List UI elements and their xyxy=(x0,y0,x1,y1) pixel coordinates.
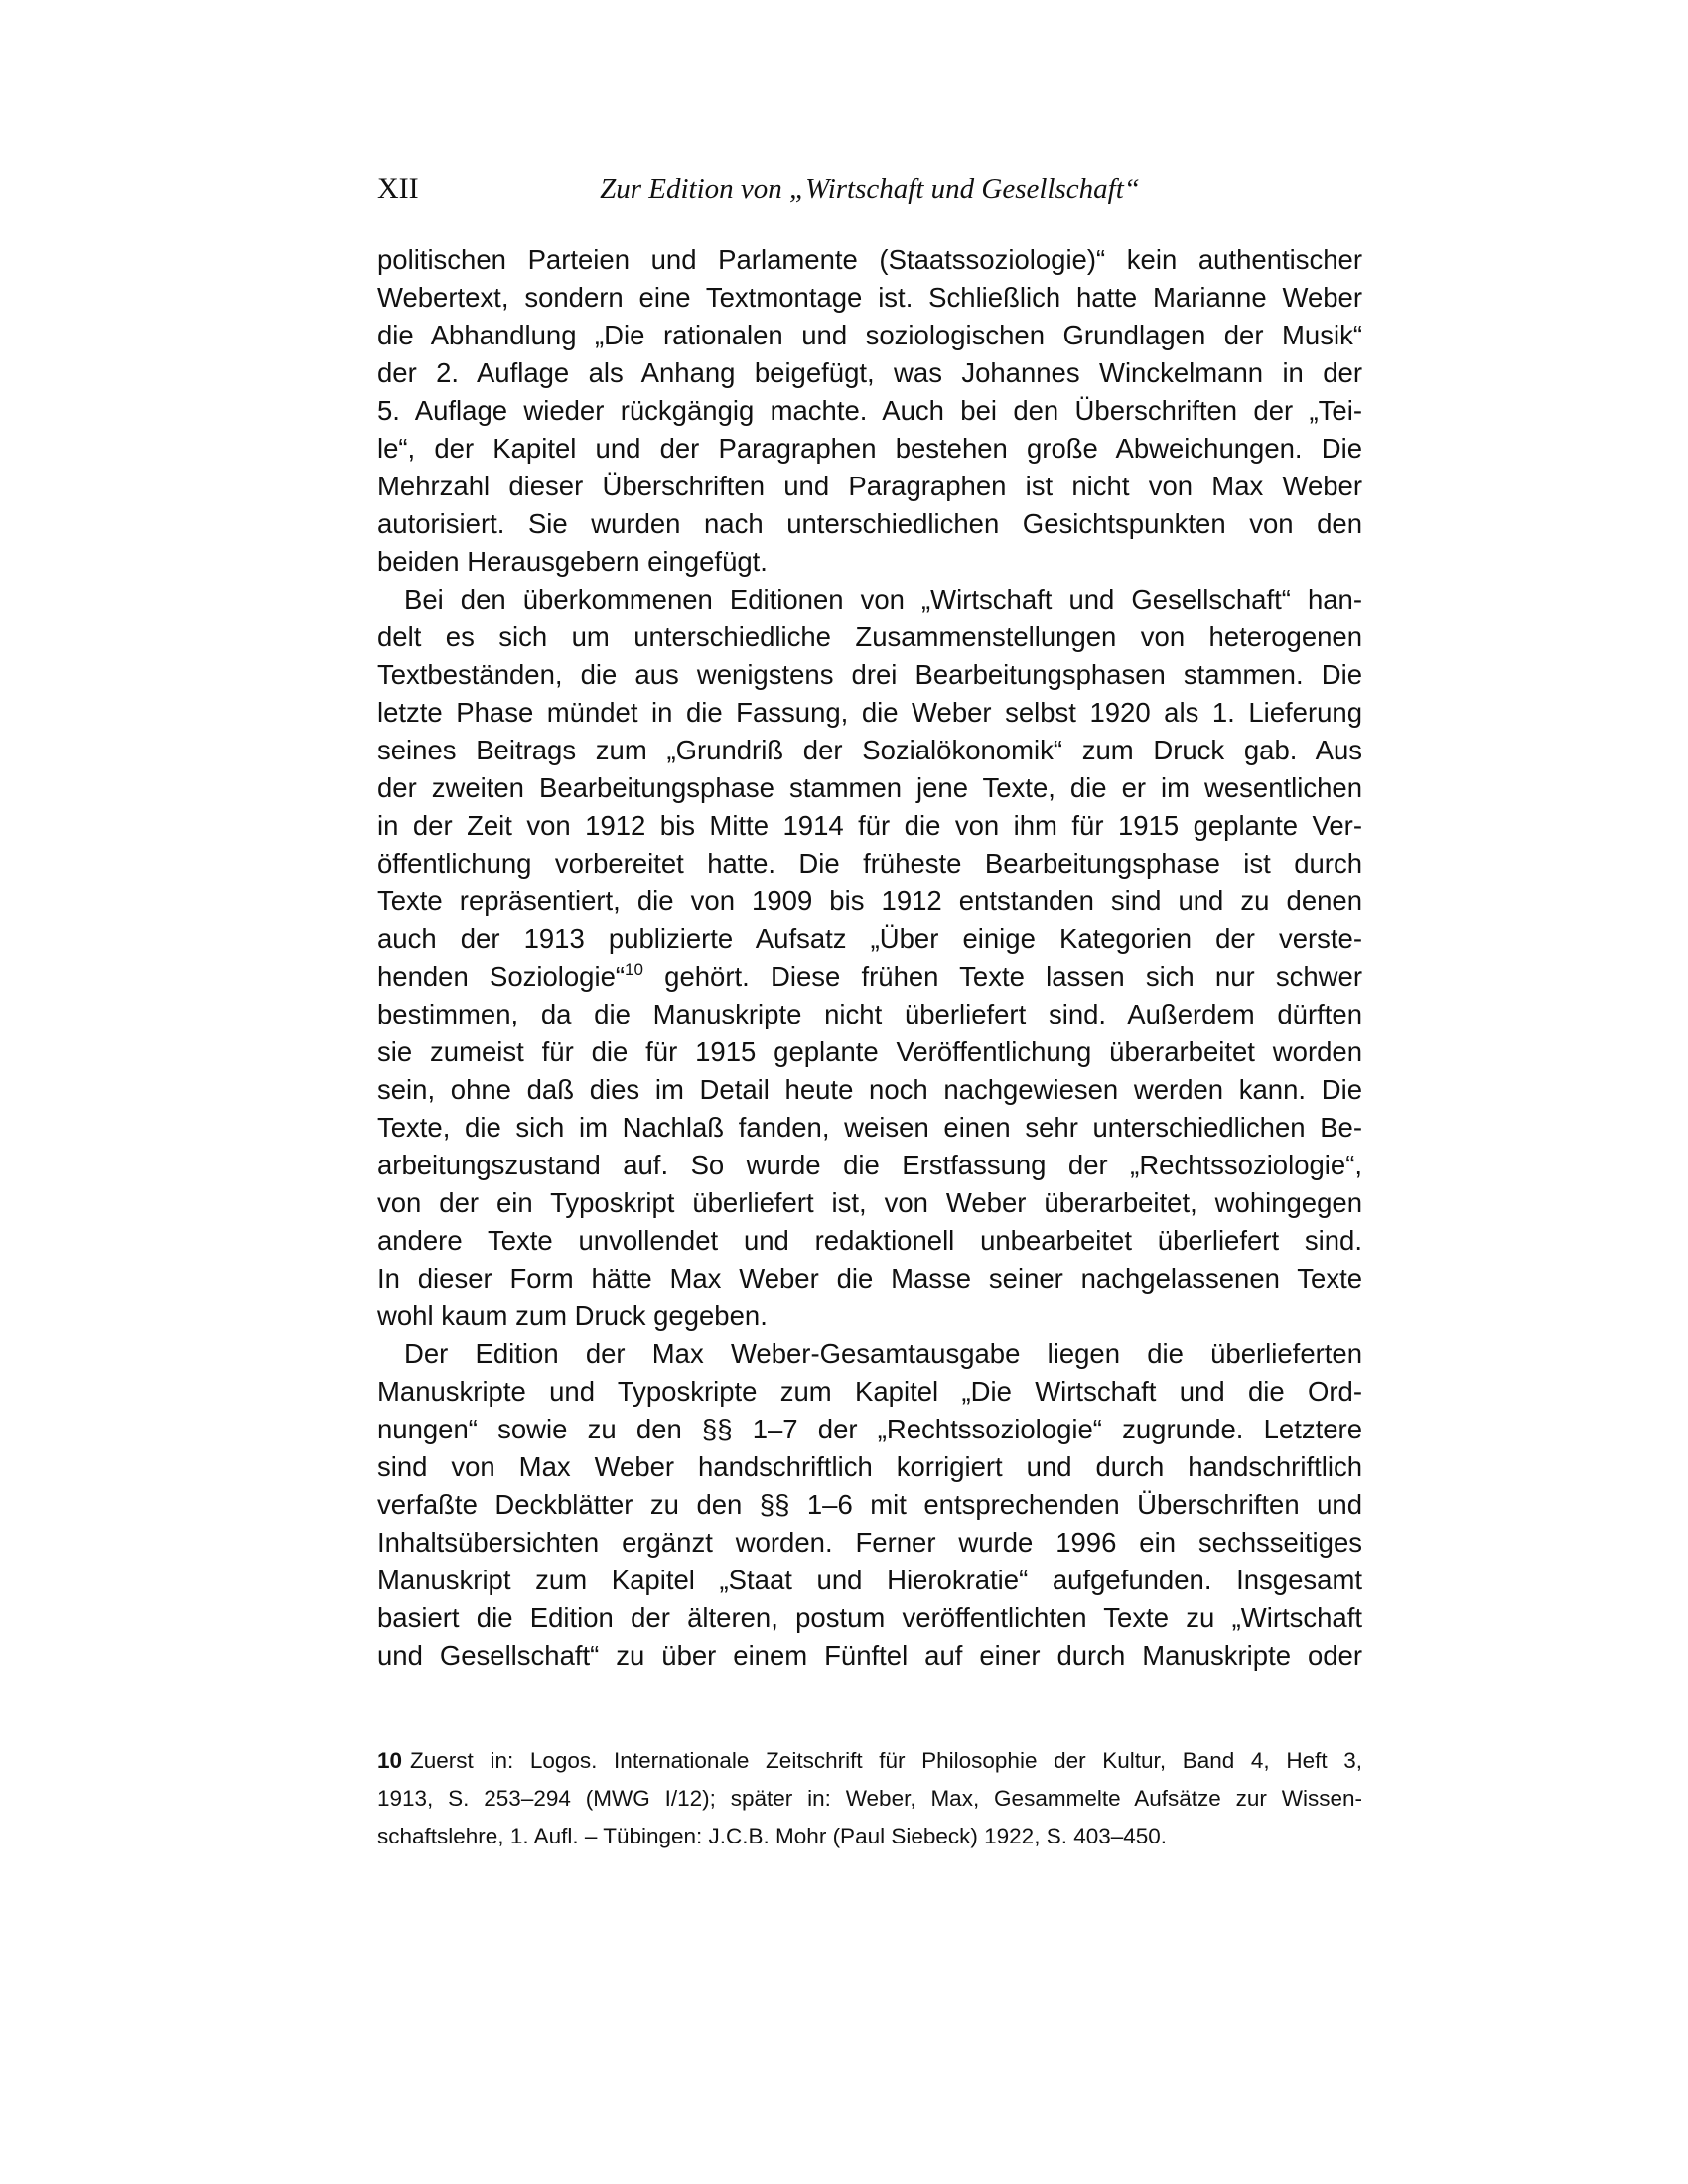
text-line-content: sind von Max Weber handschriftlich korrigiert und durch handschriftlich xyxy=(377,1451,1362,1482)
text-line xyxy=(377,581,1362,618)
text-line xyxy=(377,468,1362,505)
text-line xyxy=(377,1184,1362,1222)
footnote-text: Zuerst in: Logos. Internationale Zeitschrift für Philosophie der Kultur, Band 4, Heft 3, xyxy=(410,1748,1362,1773)
text-line xyxy=(377,1033,1362,1071)
text-line-content: Texte, die sich im Nachlaß fanden, weisen einen sehr unterschiedlichen Be- xyxy=(377,1112,1362,1143)
text-line xyxy=(377,769,1362,807)
text-line xyxy=(377,1222,1362,1260)
page-number: XII xyxy=(377,172,419,205)
text-line xyxy=(377,1486,1362,1524)
text-line xyxy=(377,1562,1362,1599)
text-line-content xyxy=(377,958,1362,996)
text-line xyxy=(377,1599,1362,1637)
text-line xyxy=(377,656,1362,694)
text-line xyxy=(377,1335,1362,1373)
text-line-content: der 2. Auflage als Anhang beigefügt, was Johannes Winckelmann in der xyxy=(377,357,1362,388)
text-line xyxy=(377,883,1362,920)
text-line-content: delt es sich um unterschiedliche Zusammenstellungen von heterogenen xyxy=(377,621,1362,652)
text-line xyxy=(377,1637,1362,1675)
text-line-content: verfaßte Deckblätter zu den §§ 1–6 mit entsprechenden Überschriften und xyxy=(377,1489,1362,1520)
text-line xyxy=(377,1297,1362,1335)
text-line xyxy=(377,1373,1362,1411)
text-line xyxy=(377,241,1362,279)
text-line-content: und Gesellschaft“ zu über einem Fünftel auf einer durch Manuskripte oder xyxy=(377,1640,1362,1671)
text-line xyxy=(377,1448,1362,1486)
text-line-with-footnote-ref xyxy=(377,958,1362,996)
paragraph-1 xyxy=(377,241,1362,581)
running-title: Zur Edition von „Wirtschaft und Gesellschaft“ xyxy=(600,173,1140,205)
text-line-content: sein, ohne daß dies im Detail heute noch nachgewiesen werden kann. Die xyxy=(377,1074,1362,1105)
text-fragment: henden Soziologie“ xyxy=(377,961,626,992)
footnote-10 xyxy=(377,1746,1362,1859)
footnote-line xyxy=(377,1746,1362,1784)
text-fragment: gehört. Diese frühen Texte lassen sich nur schwer xyxy=(642,961,1362,992)
text-line xyxy=(377,354,1362,392)
text-line xyxy=(377,845,1362,883)
text-line-content: Mehrzahl dieser Überschriften und Paragraphen ist nicht von Max Weber xyxy=(377,471,1362,501)
text-line-content: wohl kaum zum Druck gegeben. xyxy=(377,1300,768,1331)
text-line xyxy=(377,694,1362,732)
text-line xyxy=(377,505,1362,543)
text-line xyxy=(377,1260,1362,1297)
text-line-content: beiden Herausgebern eingefügt. xyxy=(377,546,768,577)
footnote-line-content: 1913, S. 253–294 (MWG I/12); später in: Weber, Max, Gesammelte Aufsätze zur Wissen- xyxy=(377,1786,1362,1811)
text-line-content: 5. Auflage wieder rückgängig machte. Auch bei den Überschriften der „Tei- xyxy=(377,395,1362,426)
text-line-content: Inhaltsübersichten ergänzt worden. Ferner wurde 1996 ein sechsseitiges xyxy=(377,1527,1362,1558)
text-line-content: in der Zeit von 1912 bis Mitte 1914 für die von ihm für 1915 geplante Ver- xyxy=(377,810,1362,841)
text-line-content: nungen“ sowie zu den §§ 1–7 der „Rechtssoziologie“ zugrunde. Letztere xyxy=(377,1414,1362,1444)
text-line xyxy=(377,807,1362,845)
text-line-content: der zweiten Bearbeitungsphase stammen jene Texte, die er im wesentlichen xyxy=(377,772,1362,803)
text-line-content: le“, der Kapitel und der Paragraphen bestehen große Abweichungen. Die xyxy=(377,433,1362,464)
text-line xyxy=(377,618,1362,656)
text-line-content: auch der 1913 publizierte Aufsatz „Über einige Kategorien der verste- xyxy=(377,923,1362,954)
text-line-content: Manuskript zum Kapitel „Staat und Hierokratie“ aufgefunden. Insgesamt xyxy=(377,1565,1362,1595)
footnote-line xyxy=(377,1784,1362,1822)
text-line-content: von der ein Typoskript überliefert ist, von Weber überarbeitet, wohingegen xyxy=(377,1187,1362,1218)
footnote-line xyxy=(377,1822,1362,1859)
text-line-content: letzte Phase mündet in die Fassung, die Weber selbst 1920 als 1. Lieferung xyxy=(377,697,1362,728)
text-line-content: sie zumeist für die für 1915 geplante Veröffentlichung überarbeitet worden xyxy=(377,1036,1362,1067)
text-line xyxy=(377,1071,1362,1109)
text-line-content: basiert die Edition der älteren, postum veröffentlichten Texte zu „Wirtschaft xyxy=(377,1602,1362,1633)
text-line-content: andere Texte unvollendet und redaktionell unbearbeitet überliefert sind. xyxy=(377,1225,1362,1256)
text-line xyxy=(377,1147,1362,1184)
text-line xyxy=(377,1109,1362,1147)
text-line xyxy=(377,279,1362,317)
text-line-content: Bei den überkommenen Editionen von „Wirtschaft und Gesellschaft“ han- xyxy=(404,584,1362,614)
text-line xyxy=(377,1524,1362,1562)
text-line-content: die Abhandlung „Die rationalen und soziologischen Grundlagen der Musik“ xyxy=(377,320,1362,350)
text-line-content: Texte repräsentiert, die von 1909 bis 1912 entstanden sind und zu denen xyxy=(377,886,1362,916)
paragraph-2 xyxy=(377,581,1362,1335)
text-line xyxy=(377,317,1362,354)
text-line xyxy=(377,920,1362,958)
text-line-content: politischen Parteien und Parlamente (Staatssoziologie)“ kein authentischer xyxy=(377,244,1362,275)
text-line xyxy=(377,996,1362,1033)
footnote-number: 10 xyxy=(377,1748,403,1773)
text-line-content: Manuskripte und Typoskripte zum Kapitel „Die Wirtschaft und die Ord- xyxy=(377,1376,1362,1407)
text-line-content: bestimmen, da die Manuskripte nicht überliefert sind. Außerdem dürften xyxy=(377,999,1362,1029)
body-text xyxy=(377,241,1362,1675)
footnote-line-content: schaftslehre, 1. Aufl. – Tübingen: J.C.B. Mohr (Paul Siebeck) 1922, S. 403–450. xyxy=(377,1824,1168,1848)
paragraph-3 xyxy=(377,1335,1362,1675)
text-line-content: Der Edition der Max Weber-Gesamtausgabe liegen die überlieferten xyxy=(404,1338,1362,1369)
text-line xyxy=(377,430,1362,468)
page-header xyxy=(377,169,1362,208)
text-line-content: arbeitungszustand auf. So wurde die Erstfassung der „Rechtssoziologie“, xyxy=(377,1150,1362,1180)
text-line xyxy=(377,732,1362,769)
footnote-reference[interactable]: 10 xyxy=(625,960,643,979)
text-line xyxy=(377,392,1362,430)
text-line-content: autorisiert. Sie wurden nach unterschiedlichen Gesichtspunkten von den xyxy=(377,508,1362,539)
text-line-content: Webertext, sondern eine Textmontage ist. Schließlich hatte Marianne Weber xyxy=(377,282,1362,313)
footnote-line-content xyxy=(377,1746,1362,1776)
text-line xyxy=(377,543,1362,581)
text-line-content: Textbeständen, die aus wenigstens drei Bearbeitungsphasen stammen. Die xyxy=(377,659,1362,690)
text-line-content: öffentlichung vorbereitet hatte. Die früheste Bearbeitungsphase ist durch xyxy=(377,848,1362,879)
text-line-content: In dieser Form hätte Max Weber die Masse seiner nachgelassenen Texte xyxy=(377,1263,1362,1294)
footnotes xyxy=(377,1746,1362,1859)
text-line-content: seines Beitrags zum „Grundriß der Sozialökonomik“ zum Druck gab. Aus xyxy=(377,735,1362,765)
text-line xyxy=(377,1411,1362,1448)
